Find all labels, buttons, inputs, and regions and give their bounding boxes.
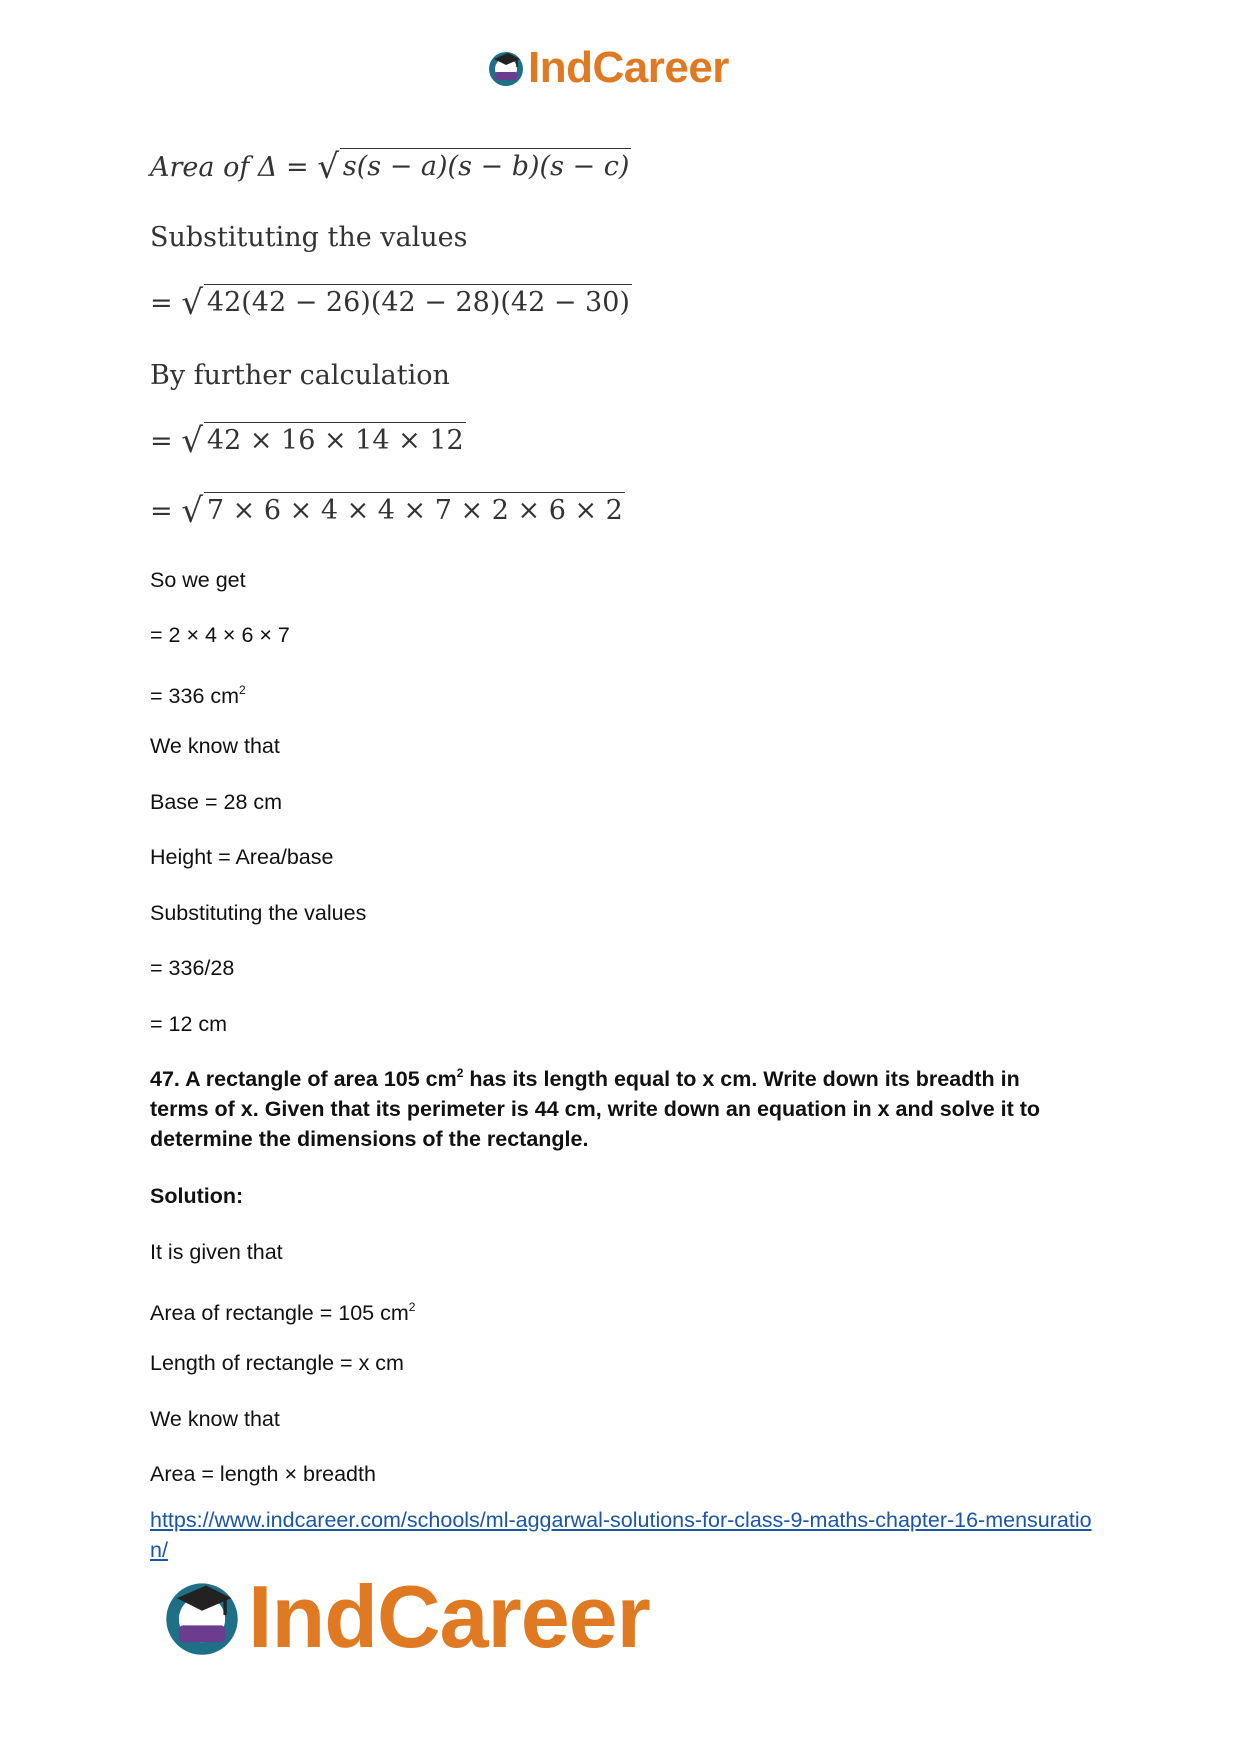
- equation-1: = √ 42(42 − 26)(42 − 28)(42 − 30): [150, 283, 630, 323]
- equation-3: = √ 7 × 6 × 4 × 4 × 7 × 2 × 6 × 2: [150, 491, 623, 531]
- step-product: = 2 × 4 × 6 × 7: [150, 623, 290, 647]
- equation-2: = √ 42 × 16 × 14 × 12: [150, 421, 464, 461]
- substituting-label: Substituting the values: [150, 222, 468, 253]
- step-substituting: Substituting the values: [150, 901, 367, 925]
- heron-formula: [150, 147, 631, 187]
- solution-given: It is given that: [150, 1240, 283, 1264]
- solution-we-know: We know that: [150, 1407, 280, 1431]
- graduation-book-icon: [160, 1575, 244, 1659]
- brand-name: IndCareer: [528, 43, 729, 92]
- step-result: = 12 cm: [150, 1012, 228, 1036]
- solution-area: Area of rectangle = 105 $cm^2$: [150, 1300, 416, 1325]
- question-47: 47. A rectangle of area 105 $cm^2$ has its length equal to x cm. Write down its breadth in terms of x. Given that its perimeter is 44 cm, write down an equation in x and solve it to determine the dimensions of the rectangle.: [150, 1066, 1041, 1151]
- step-we-know: We know that: [150, 734, 280, 758]
- sqrt: √ s(s − a)(s − b)(s − c): [317, 147, 630, 187]
- sqrt: √ 42(42 − 26)(42 − 28)(42 − 30): [181, 283, 630, 323]
- step-height: Height = Area/base: [150, 845, 334, 869]
- brand-logo-bottom: [160, 1567, 650, 1666]
- sqrt: √ 42 × 16 × 14 × 12: [181, 421, 464, 461]
- step-so-we-get: So we get: [150, 568, 246, 592]
- graduation-book-icon: [486, 48, 526, 88]
- step-area-value: = 336 $cm^2$: [150, 683, 246, 708]
- solution-length: Length of rectangle = x cm: [150, 1351, 404, 1375]
- formula-label: Area of Δ =: [150, 152, 309, 183]
- source-link[interactable]: https://www.indcareer.com/schools/ml-aggarwal-solutions-for-class-9-maths-chapter-16-mensuration/: [150, 1508, 1092, 1562]
- solution-formula: Area = length × breadth: [150, 1462, 376, 1486]
- further-calculation-label: By further calculation: [150, 360, 450, 391]
- solution-heading: Solution:: [150, 1184, 244, 1208]
- step-division: = 336/28: [150, 956, 235, 980]
- step-base: Base = 28 cm: [150, 790, 283, 814]
- brand-logo-top: [486, 42, 729, 94]
- sqrt: √ 7 × 6 × 4 × 4 × 7 × 2 × 6 × 2: [181, 491, 623, 531]
- brand-name: IndCareer: [248, 1567, 650, 1666]
